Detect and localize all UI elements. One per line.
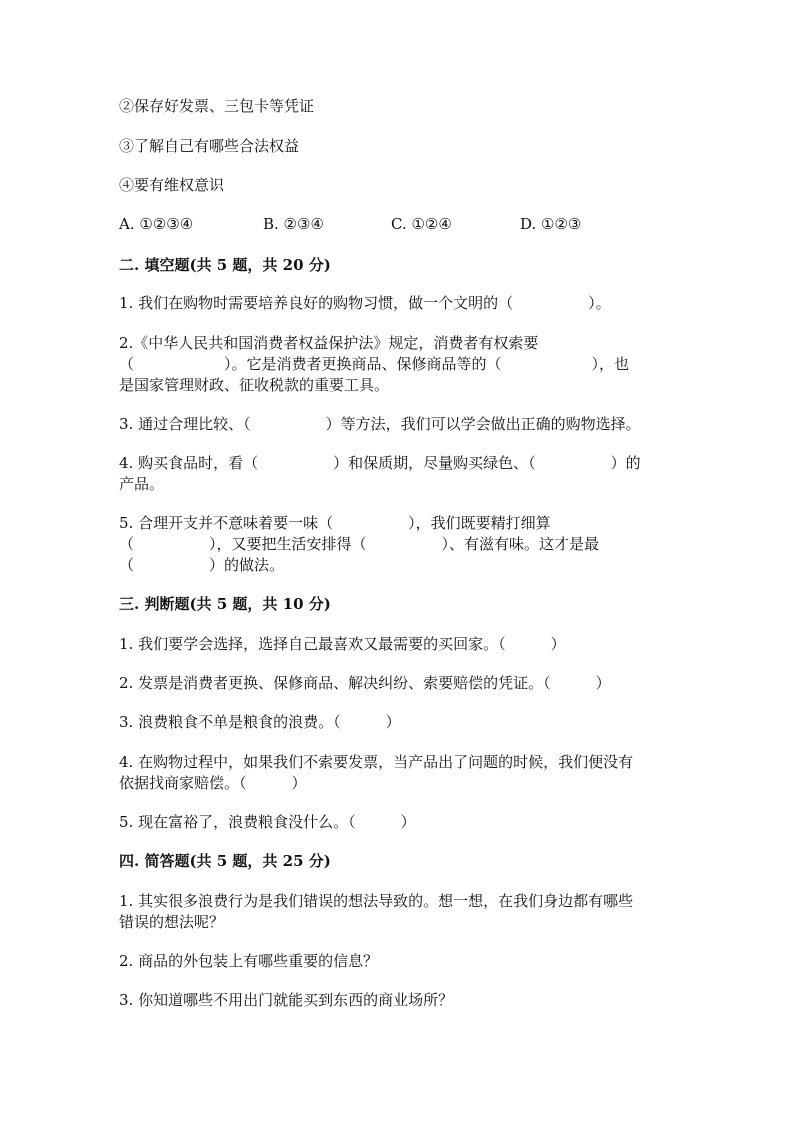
option-b: B. ②③④ — [263, 215, 324, 233]
short-answer-q3: 3. 你知道哪些不用出门就能买到东西的商业场所？ — [119, 991, 454, 1009]
fill-blank-q5-line1: 5. 合理开支并不意味着要一味（ ），我们既要精打细算 — [119, 514, 551, 532]
answer-options — [119, 214, 679, 236]
short-answer-q1-line1: 1. 其实很多浪费行为是我们错误的想法导致的。想一想，在我们身边都有哪些 — [119, 892, 634, 910]
section-heading-true-false: 三. 判断题(共 5 题，共 10 分) — [119, 595, 331, 613]
short-answer-q2: 2. 商品的外包装上有哪些重要的信息？ — [119, 952, 379, 970]
fill-blank-q2-line3: 是国家管理财政、征收税款的重要工具。 — [119, 376, 390, 394]
option-a: A. ①②③④ — [119, 215, 194, 233]
section-heading-short-answer: 四. 简答题(共 5 题，共 25 分) — [119, 852, 331, 870]
fill-blank-q1: 1. 我们在购物时需要培养良好的购物习惯，做一个文明的（ ）。 — [119, 294, 611, 312]
fill-blank-q2-line2: （ ）。它是消费者更换商品、保修商品等的（ ），也 — [119, 355, 630, 373]
fill-blank-q2-line1: 2.《中华人民共和国消费者权益保护法》规定，消费者有权索要 — [119, 334, 539, 352]
short-answer-q1-line2: 错误的想法呢？ — [119, 913, 225, 931]
true-false-q4-line1: 4. 在购物过程中，如果我们不索要发票，当产品出了问题的时候，我们便没有 — [119, 753, 634, 771]
true-false-q1: 1. 我们要学会选择，选择自己最喜欢又最需要的买回家。（ ） — [119, 635, 566, 653]
true-false-q4-line2: 依据找商家赔偿。（ ） — [119, 774, 307, 792]
statement-2: ②保存好发票、三包卡等凭证 — [119, 97, 315, 115]
statement-4: ④要有维权意识 — [119, 176, 225, 194]
true-false-q2: 2. 发票是消费者更换、保修商品、解决纠纷、索要赔偿的凭证。（ ） — [119, 674, 611, 692]
fill-blank-q4-line1: 4. 购买食品时，看（ ）和保质期，尽量购买绿色、（ ）的 — [119, 454, 641, 472]
option-c: C. ①②④ — [391, 215, 452, 233]
fill-blank-q3: 3. 通过合理比较、（ ）等方法，我们可以学会做出正确的购物选择。 — [119, 415, 641, 433]
section-heading-fill-blank: 二. 填空题(共 5 题，共 20 分) — [119, 256, 331, 274]
true-false-q3: 3. 浪费粮食不单是粮食的浪费。（ ） — [119, 713, 401, 731]
fill-blank-q5-line2: （ ），又要把生活安排得（ ）、有滋有味。这才是最 — [119, 535, 600, 553]
statement-3: ③了解自己有哪些合法权益 — [119, 137, 300, 155]
true-false-q5: 5. 现在富裕了，浪费粮食没什么。（ ） — [119, 813, 416, 831]
option-d: D. ①②③ — [520, 215, 582, 233]
fill-blank-q4-line2: 产品。 — [119, 475, 165, 493]
fill-blank-q5-line3: （ ）的做法。 — [119, 556, 285, 574]
